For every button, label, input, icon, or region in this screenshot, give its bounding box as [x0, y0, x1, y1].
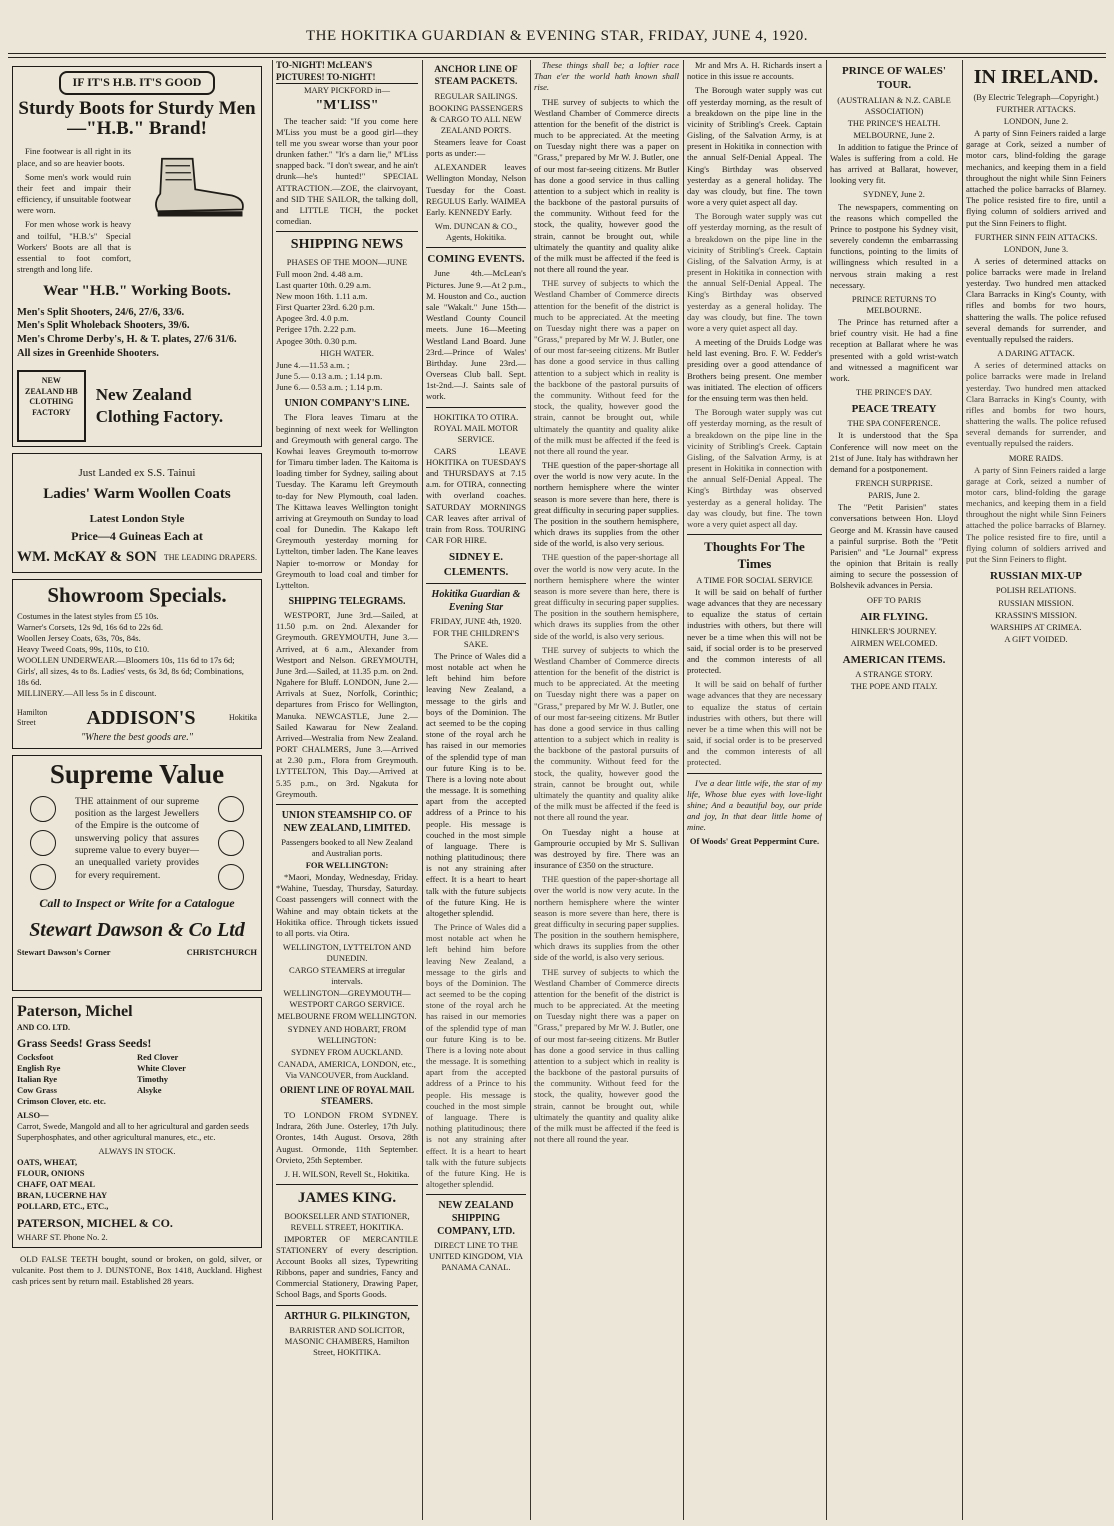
wgc: WELLINGTON—GREYMOUTH—WESTPORT CARGO SERVICE.	[283, 988, 411, 1010]
hb-wear: Wear "H.B." Working Boots.	[43, 283, 231, 300]
pope-italy: THE POPE AND ITALY.	[850, 681, 938, 692]
french-title: FRENCH SURPRISE.	[855, 478, 933, 489]
paterson-wharf: WHARF ST. Phone No. 2.	[17, 1232, 108, 1243]
canada: CANADA, AMERICA, LONDON, etc., Via VANCOUVER, from Auckland.	[278, 1058, 416, 1080]
raids-body: A party of Sinn Feiners raided a large garage at Cork, seized a number of motor cars, blind-folding the garage mechanics, and keeping them in a field throughout the night while Sinn Feiners attached the police barracks of Blarney. The police resisted fire to fire, until a flying column of soldiers arrived and put the Sinn Feiners to flight.	[966, 464, 1106, 564]
cables-column	[830, 60, 958, 1520]
hinkler: HINKLER'S JOURNEY.	[851, 625, 937, 636]
stewart-dawson-ad	[12, 755, 262, 991]
addison-name: ADDISON'S	[86, 706, 196, 729]
hb-logo: IF IT'S H.B. IT'S GOOD	[59, 71, 216, 95]
call-to-inspect: Call to Inspect or Write for a Catalogue	[39, 895, 235, 910]
addison-place: Hamilton Street	[17, 707, 48, 727]
otira-title: HOKITIKA TO OTIRA. ROYAL MAIL MOTOR SERVICE.	[433, 411, 519, 444]
hb-headline: Sturdy Boots for Sturdy Men—"H.B." Brand!	[18, 97, 256, 140]
telegrams-title: SHIPPING TELEGRAMS.	[288, 596, 406, 608]
showroom-title: Showroom Specials.	[47, 582, 227, 607]
local-notes-cont: The Borough water supply was cut off yesterday morning, as the result of a breakdown on the pipe line in the vicinity of Stribling's Creek. Captain Gisling, of the Salvation Army, is at present in Hokitika in connection with the annual Self-Denial Appeal. The King's Birthday was observed yesterday as a general holiday. The day was cloudy, but fine. The town wore a very quiet aspect all day.	[687, 211, 822, 333]
mckay-style: Latest London Style	[89, 513, 185, 526]
cargo: CARGO STEAMERS at irregular intervals.	[289, 965, 405, 987]
seed-item: Crimson Clover, etc. etc.	[17, 1095, 106, 1106]
warships: WARSHIPS AT CRIMEA.	[990, 621, 1082, 632]
usc-sub: Passengers booked to all New Zealand and Australian ports.	[281, 837, 413, 859]
local-notes: The Borough water supply was cut off yesterday morning, as the result of a breakdown on the pipe line in the vicinity of Stribling's Creek. Captain Gisling, of the Salvation Army, is at present in Hokitika in connection with the annual Self-Denial Appeal. The King's Birthday was observed yesterday as a general holiday. The day was cloudy, but fine. The town wore a very quiet aspect all day.	[687, 85, 822, 208]
druids-notice: A meeting of the Druids Lodge was held last evening. Bro. F. W. Fedder's presiding over a good attendance of Brothers being present. One member was initiated. The election of officers for the ensuing term was then held.	[687, 337, 822, 403]
showroom-item: Costumes in the latest styles from £5 10s.	[17, 610, 159, 621]
notes-column	[687, 60, 822, 1520]
strange-story: A STRANGE STORY.	[855, 669, 933, 680]
poem: I've a dear little wife, the star of my life, Whose blue eyes with love-light shine; And a beautiful boy, our pride and joy, In that dear little home of mine.	[687, 777, 822, 833]
paper-date: FRIDAY, JUNE 4th, 1920.	[430, 615, 522, 626]
airmen: AIRMEN WELCOMED.	[850, 637, 938, 648]
supreme-title: Supreme Value	[49, 758, 225, 789]
seed-item: Alsyke	[137, 1084, 162, 1095]
hb-body-3: For men whose work is heavy and toilful, "H.B.'s" Special Workers' Boots are all that is essential to foot comfort, strength and long life.	[17, 219, 131, 275]
moon-row: Last quarter 10th. 0.29 a.m.	[276, 279, 371, 290]
addison-town: Hokitika	[228, 712, 257, 722]
telegrams-body: WESTPORT, June 3rd.—Sailed, at 11.50 p.m. on 2nd. Alexander for Greymouth. GREYMOUTH, June 3.—Arrived, at 6 a.m., Alexander from Westport and Nelson. GREYMOUTH, June 3rd.—Sailed, at 11.35 p.m. on 2nd. Ngahere for Bluff. LONDON, June 2.—Arrivals at Suez, Norfolk, Corinthic; departures from Frisco for Wellington, Manuka. NEWCASTLE, June 2.—Sailed Kawarau for New Zealand. Arrived—Westralia from New Zealand. PORT CHALMERS, June 3.—Arrived at 2.30 p.m., Flora from Greymouth. LYTTELTON, This Day.—Arrived at 5.35 p.m., on 3rd. Ngakuta for Greymouth.	[276, 610, 418, 799]
local-news-column	[534, 60, 679, 1520]
ring-icon	[218, 864, 244, 890]
showroom-item: Warner's Corsets, 12s 9d, 16s 6d to 22s 6d.	[17, 621, 164, 632]
anchor-steamers: Steamers leave for Coast ports as under:—	[426, 136, 526, 159]
paper-shortage-cont-2: THE survey of subjects to which the Westland Chamber of Commerce directs attention for the benefit of the district is much to be appreciated. At the meeting on Tuesday night there was a paper on "Grass," prepared by Mr W. J. Butler, one of our most far-seeing citizens. Mr Butler has done a good service in thus calling attention to a subject which in reality is the backbone of the pastoral pursuits of the community. Without feed for the stock, the quality, however good the strain, cannot be brought out, while ultimately the quantity and quality alike of the milk must be affected if the feed is not there all round the year.	[534, 644, 679, 823]
russian-mission: RUSSIAN MISSION.	[998, 597, 1074, 608]
column-rule	[272, 60, 273, 1520]
prince-returns: PRINCE RETURNS TO MELBOURNE.	[851, 293, 937, 315]
prince-health-body: In addition to fatigue the Prince of Wales is suffering from a cold. He has arrived at Ballarat, however, looking very fit.	[830, 141, 958, 186]
column-rule	[683, 60, 684, 1520]
coming-events-title: COMING EVENTS.	[427, 253, 525, 266]
sydney-auckland: SYDNEY FROM AUCKLAND.	[291, 1046, 403, 1057]
paterson-sub: AND CO. LTD.	[17, 1022, 71, 1032]
stock-item: CHAFF, OAT MEAL	[17, 1179, 96, 1190]
seed-item: White Clover	[137, 1062, 186, 1073]
clements: SIDNEY E. CLEMENTS.	[443, 551, 509, 578]
sydney-hobart: SYDNEY AND HOBART, FROM WELLINGTON:	[287, 1023, 407, 1045]
showroom-item: Heavy Tweed Coats, 99s, 110s, to £10.	[17, 643, 150, 654]
druids-cont: The Borough water supply was cut off yesterday morning, as the result of a breakdown on the pipe line in the vicinity of Stribling's Creek. Captain Gisling, of the Salvation Army, is at present in Hokitika in connection with the annual Self-Denial Appeal. The King's Birthday was observed yesterday as a general holiday. The day was cloudy, but fine. The town wore a very quiet aspect all day.	[687, 407, 822, 529]
thoughts-title: Thoughts For The Times	[704, 539, 805, 571]
column-rule	[962, 60, 963, 1520]
masthead	[0, 0, 1114, 60]
dawson-logo: Stewart Dawson & Co Ltd	[29, 919, 245, 942]
sydney-loc: SYDNEY, June 2.	[863, 189, 925, 200]
mckay-drapers: THE LEADING DRAPERS.	[163, 552, 257, 562]
hb-body-1: Fine footwear is all right in its place, and so are heavier boots.	[17, 146, 131, 168]
also-body: Carrot, Swede, Mangold and all to her agricultural and garden seeds Superphosphates, and other agricultural manures, etc., etc.	[17, 1121, 249, 1143]
spa-body: It is understood that the Spa Conference will now meet on the 21st of June. Italy has withdrawn her demand for a postponement.	[830, 430, 958, 474]
melbourne: MELBOURNE FROM WELLINGTON.	[277, 1011, 417, 1022]
prince-returns-body: The Prince has returned after a brief country visit. He had a fine reception at Ballarat where he was presented with a gold wrist-watch and witnessed a magnificent war work.	[830, 316, 958, 383]
anchor-agent: Wm. DUNCAN & CO., Agents, Hokitika.	[434, 221, 518, 243]
orient-body: TO LONDON FROM SYDNEY. Indrara, 26th June. Osterley, 17th July. Orontes, 14th August. Orsova, 28th August. Ormonde, 11th September. Orvieto, 25th September.	[276, 1110, 418, 1165]
column-rule	[530, 60, 531, 1520]
paris-loc: PARIS, June 2.	[868, 490, 920, 501]
hb-price-1: Men's Split Shooters, 24/6, 27/6, 33/6.	[17, 306, 185, 318]
ireland-title: IN IRELAND.	[973, 66, 1099, 88]
peace-treaty-title: PEACE TREATY	[851, 403, 937, 416]
mckay-ad	[12, 453, 262, 572]
seed-item: Red Clover	[137, 1051, 179, 1062]
mliss-title: "M'LISS"	[315, 98, 379, 114]
masthead-rule-2	[8, 57, 1106, 58]
off-to-paris: OFF TO PARIS	[866, 594, 922, 605]
direct-line: DIRECT LINE TO THE UNITED KINGDOM, VIA PANAMA CANAL.	[428, 1240, 524, 1273]
dawson-city: CHRISTCHURCH	[186, 947, 257, 958]
pilkington-title: ARTHUR G. PILKINGTON,	[284, 1310, 410, 1322]
woods-cure: Of Woods' Great Peppermint Cure.	[689, 836, 820, 847]
pilkington-sub: BARRISTER AND SOLICITOR, MASONIC CHAMBERS, Hamilton Street, HOKITIKA.	[284, 1324, 410, 1357]
russian-title: RUSSIAN MIX-UP	[990, 570, 1082, 583]
showroom-item: Woollen Jersey Coats, 63s, 70s, 84s.	[17, 632, 141, 643]
supreme-body: THE attainment of our supreme position as the largest Jewellers of the Empire is the outcome of unswerving policy that assures supreme value to every buyer—an unequalled variety provides for every requirement.	[75, 796, 199, 881]
paper-shortage-cont: THE question of the paper-shortage all over the world is now very acute. In the northern hemisphere where the winter season is more severe than here, there is great difficulty in securing paper supplies. The position in the southern hemisphere, which draws its supplies from the other side of the world, is also very serious.	[534, 552, 679, 641]
pickford-body: The teacher said: "If you come here M'Liss you must be a good girl—they tell me you swear worse than your poor drunken father." "It's a darn lie," M'Liss snapped back. "I don't swear, and he ain't drunk—he's hunted!" SPECIAL ATTRACTION.—ZOE, the clairvoyant, and SID THE SAILOR, the talking doll, and LITTLE TICH, the pocket comedian.	[276, 115, 418, 227]
editorial-body-cont: The Prince of Wales did a most notable act when he left behind him before leaving New Zealand, a message to the girls and boys of the Dominion. The act seemed to be the coping stone of the royal arch he has raised in our memories of the splendid type of man our future King is to be. There is a loving note about the message. It is something apart from the accepted address of a Prince to his people. His message is couched in the most simple of language. There is nothing platitudinous; there is not any straining after effect. It is a heart to heart talk with the future subjects of the future King. He is altogether splendid.	[426, 922, 526, 1190]
high-water-row: June 5.— 0.13 a.m. ; 1.14 p.m.	[276, 370, 383, 381]
ads-column	[8, 60, 266, 1520]
column-rule	[422, 60, 423, 1520]
showroom-item: WOOLLEN UNDERWEAR.—Bloomers 10s, 11s 6d to 17s 6d; Girls', all sizes, 4s to 8s. Ladies' vests, 6s 3d, 8s 6d; Combinations, 18s 6d.	[17, 654, 244, 687]
masthead-rule	[8, 53, 1106, 54]
stock-item: OATS, WHEAT,	[17, 1157, 78, 1168]
further-body: A party of Sinn Feiners raided a large garage at Cork, seized a number of motor cars, blind-folding the garage mechanics, and keeping them in a field throughout the night while Sinn Feiners attached the police barracks of Blarney. The police resisted fire to fire, until a flying column of soldiers arrived and put the Sinn Feiners to flight.	[966, 128, 1106, 228]
polish-relations: POLISH RELATIONS.	[995, 585, 1077, 596]
sinn-fein: FURTHER SINN FEIN ATTACKS.	[974, 231, 1098, 242]
mckay-price: Price—4 Guineas Each at	[71, 529, 203, 544]
masthead-title: THE HOKITIKA GUARDIAN & EVENING STAR, FRIDAY, JUNE 4, 1920.	[305, 28, 809, 44]
stock-item: POLLARD, ETC., ETC.,	[17, 1201, 109, 1212]
air-flying-title: AIR FLYING.	[860, 610, 928, 623]
nz-shipping-title: NEW ZEALAND SHIPPING COMPANY, LTD.	[437, 1200, 515, 1238]
grass-article-cont: THE survey of subjects to which the Westland Chamber of Commerce directs attention for the benefit of the district is much to be appreciated. At the meeting on Tuesday night there was a paper on "Grass," prepared by Mr W. J. Butler, one of our most far-seeing citizens. Mr Butler has done a good service in thus calling attention to a subject which in reality is the backbone of the pastoral pursuits of the community. Without feed for the stock, the quality, however good the strain, cannot be brought out, while ultimately the quantity and quality alike of the milk must be affected if the feed is not there all round the year.	[534, 278, 679, 456]
james-body: IMPORTER OF MERCANTILE STATIONERY of every description. Account Books all sizes, Typewriting Ribbons, paper and sundries, Fancy and Commercial Stationery, Drawing Paper, School Bags, and Sports Goods.	[276, 1233, 418, 1300]
for-wellington: FOR WELLINGTON:	[305, 860, 389, 871]
london-1: LONDON, June 2.	[1003, 116, 1069, 127]
prince-tour-title: PRINCE OF WALES' TOUR.	[842, 65, 946, 92]
editorial-title: FOR THE CHILDREN'S SAKE.	[432, 627, 520, 649]
sydney-body: The newspapers, commenting on the reasons which compelled the Prince to postpone his Sydney visit, severely condemn the embarrassing functions, pointing to the limits of willingness which resulted in a nervous strain making a rest necessary.	[830, 201, 958, 290]
moon-row: Full moon 2nd. 4.48 a.m.	[276, 268, 363, 279]
agent: J. H. WILSON, Revell St., Hokitika.	[284, 1168, 410, 1179]
anchor-body: ALEXANDER leaves Wellington Monday, Nelson Tuesday for the Coast. REGULUS Early. WAIMEA Early. KENNEDY Early.	[426, 162, 526, 217]
prince-health-loc: MELBOURNE, June 2.	[853, 129, 935, 140]
thoughts-cont: It will be said on behalf of further wage advances that they are necessary to equalize the status of certain industries with others, but there will never be a time when this will not be said, if social order is to be preserved and the common interests of all protected.	[687, 679, 822, 768]
pictures-banner: TO-NIGHT! McLEAN'S PICTURES! TO-NIGHT!	[276, 60, 418, 84]
nz-clothing-logo: NEW ZEALAND HB CLOTHING FACTORY	[17, 370, 86, 442]
moon-row: First Quarter 23rd. 6.20 p.m.	[276, 302, 375, 313]
prince-health: THE PRINCE'S HEALTH.	[847, 117, 941, 128]
james-sub: BOOKSELLER AND STATIONER, REVELL STREET, HOKITIKA.	[284, 1210, 410, 1232]
high-water-row: June 6.— 0.53 a.m. ; 1.14 p.m.	[276, 382, 383, 393]
fire-article: On Tuesday night a house at Gamprourie occupied by Mr S. Sullivan was destroyed by fire. There was an insurance of £350 on the structure.	[534, 826, 679, 871]
boot-illustration	[137, 150, 257, 220]
moon-title: PHASES OF THE MOON—JUNE	[286, 256, 408, 267]
ring-icon	[30, 830, 56, 856]
anchor-title: ANCHOR LINE OF STEAM PACKETS.	[434, 65, 518, 88]
daring-attack: A DARING ATTACK.	[997, 348, 1075, 359]
stock-item: FLOUR, ONIONS	[17, 1168, 85, 1179]
further-attacks: FURTHER ATTACKS.	[996, 104, 1076, 115]
american-items-title: AMERICAN ITEMS.	[842, 654, 946, 666]
ring-icon	[218, 830, 244, 856]
ring-icon	[218, 796, 244, 822]
seed-item: Cow Grass	[17, 1084, 57, 1095]
sinn-body: A series of determined attacks on police barracks were made in Ireland yesterday. Two hundred men attacked Clara Barracks in King's County, with rifles and bombs for two hours, shattering the walls. The police refused several demands for surrender, and eventually repulsed the raiders.	[966, 255, 1106, 344]
usc-body: *Maori, Monday, Wednesday, Friday. *Wahine, Tuesday, Thursday, Saturday. Coast passengers will connect with the Wahine and may obtain tickets at the Hokitika office. Through tickets issued to all ports. via Otira.	[276, 872, 418, 938]
anchor-regular: REGULAR SAILINGS.	[434, 90, 518, 101]
fire-article-cont: THE question of the paper-shortage all over the world is now very acute. In the northern hemisphere where the winter season is more severe than here, there is great difficulty in securing paper supplies. The position in the southern hemisphere, which draws its supplies from the other side of the world, is also very serious.	[534, 874, 679, 963]
pickford-line: MARY PICKFORD in—	[303, 85, 391, 96]
paper-shortage-article: THE question of the paper-shortage all over the world is now very acute. In the northern hemisphere where the winter season is more severe than here, there is great difficulty in securing paper supplies. The position in the southern hemisphere, which draws its supplies from the other side of the world, is also very serious.	[534, 460, 679, 549]
stock-item: BRAN, LUCERNE HAY	[17, 1190, 108, 1201]
prince-day: THE PRINCE'S DAY.	[856, 387, 932, 398]
moon-row: Perigee 17th. 2.22 p.m.	[276, 324, 356, 335]
daring-body: A series of determined attacks on police barracks were made in Ireland yesterday. Two hundred men attacked Clara Barracks in King's County, with rifles and bombs for two hours, shattering the walls. The police refused several demands for surrender, and eventually repulsed the raiders.	[966, 360, 1106, 449]
james-king-title: JAMES KING.	[297, 1190, 397, 1207]
seed-item: Italian Rye	[17, 1073, 58, 1084]
richards-notice: Mr and Mrs A. H. Richards insert a notice in this issue re accounts.	[687, 60, 822, 82]
seed-item: English Rye	[17, 1062, 61, 1073]
also: ALSO—	[17, 1110, 49, 1120]
usc-title: UNION STEAMSHIP CO. OF NEW ZEALAND, LIMITED.	[281, 810, 413, 834]
hb-price-2: Men's Split Wholeback Shooters, 39/6.	[17, 320, 190, 332]
editorial-body: The Prince of Wales did a most notable act when he left behind him before leaving New Zealand, a message to the girls and boys of the Dominion. The act seemed to be the coping stone of the royal arch he has raised in our memories of the splendid type of man our future King is to be. There is a loving note about the message. It is something apart from the accepted address of a Prince to his people. His message is couched in the most simple of language. There is nothing platitudinous; there is not any straining after effect. It is a heart to heart talk with the future subjects of the future King. He is altogether splendid.	[426, 650, 526, 918]
moon-row: New moon 16th. 1.11 a.m.	[276, 290, 368, 301]
nz-clothing-text: New Zealand Clothing Factory.	[95, 385, 224, 427]
shipping-column	[276, 60, 418, 1520]
mckay-name: WM. McKAY & SON	[17, 549, 157, 566]
ireland-by: (By Electric Telegraph—Copyright.)	[973, 92, 1099, 102]
events-column	[426, 60, 526, 1520]
hb-body-2: Some men's work would ruin their feet and impair their efficiency, if unsuitable footwear were worn.	[17, 171, 131, 216]
krassin: KRASSIN'S MISSION.	[995, 609, 1077, 620]
otira-body: CARS LEAVE HOKITIKA on TUESDAYS and THURSDAYS at 7.15 a.m. for OTIRA, connecting with overland coaches. SATURDAY MORNINGS CAR leaves after arrival of train from Ross. TOURING CAR FOR HIRE.	[426, 445, 526, 546]
hb-price-4: All sizes in Greenhide Shooters.	[17, 347, 159, 359]
addison-ad	[12, 579, 262, 749]
moon-row: Apogee 30th. 0.30 p.m.	[276, 335, 357, 346]
thoughts-body: It will be said on behalf of further wage advances that they are necessary to equalize the status of certain industries with others, but there will never be a time when this will not be said, if social order is to be preserved and the common interests of all protected.	[687, 586, 822, 676]
column-rule	[826, 60, 827, 1520]
paterson-ad	[12, 997, 262, 1248]
union-title: UNION COMPANY'S LINE.	[284, 398, 410, 410]
ring-icon	[30, 864, 56, 890]
seed-item: Cocksfoot	[17, 1051, 54, 1062]
union-body: The Flora leaves Timaru at the beginning of next week for Wellington and Greymouth with general cargo. The Kowhai leaves Greymouth to-morrow for Timaru timber laden. The Kaitoma is loading timber for Sydney, sailing about Tuesday. The Karamu left Greymouth to-day for New Plymouth, coal laden. The Kittawa leaves Wellington tonight arriving at Greymouth on Sunday to load coal for Dunedin. The Kakapo left Greymouth yesterday morning for Lyttelton, timber laden. The Kane leaves Napier to-morrow or Monday for Greymouth to load coal and timber for Lyttelton.	[276, 412, 418, 590]
spa-title: THE SPA CONFERENCE.	[847, 418, 941, 429]
hb-boots-ad	[12, 66, 262, 447]
grass-title: Grass Seeds! Grass Seeds!	[17, 1036, 152, 1051]
high-water-title: HIGH WATER.	[320, 347, 374, 358]
intro-verse: These things shall be; a loftier race Than e'er the world hath known shall rise.	[534, 60, 679, 93]
paterson-name: Paterson, Michel	[17, 1002, 133, 1020]
moon-row: Apogee 3rd. 4.0 p.m.	[276, 313, 349, 324]
ireland-column	[966, 60, 1106, 1520]
french-body: The "Petit Parisien" states conversations between Hon. Lloyd George and M. Krassin have caused a painful surprise. Both the "Petit Parisien" and "Le Journal" express the opinion that Britain is really aiming to secure the possession of Bolshevik advances in Persia.	[830, 502, 958, 591]
high-water-row: June 4.—11.53 a.m. ;	[276, 359, 350, 370]
hb-price-3: Men's Chrome Derby's, H. & T. plates, 27/6 31/6.	[17, 334, 237, 346]
mckay-landed: Just Landed ex S.S. Tainui	[78, 467, 196, 480]
coming-events-body: June 4th.—McLean's Pictures. June 9.—At 2 p.m., M. Houston and Co., auction sale "Wakalt." June 15th—Westland County Council meets. June 16—Meeting Westland Land Board. June 23rd.—Prince of Wales' Birthday. June 23rd.—Overseas Club ball. Sept. 1st-2nd.—J. Saints sale of work.	[426, 268, 526, 402]
fire-article-cont-2: THE survey of subjects to which the Westland Chamber of Commerce directs attention for the benefit of the district is much to be appreciated. At the meeting on Tuesday night there was a paper on "Grass," prepared by Mr W. J. Butler, one of our most far-seeing citizens. Mr Butler has done a good service in thus calling attention to a subject which in reality is the backbone of the pastoral pursuits of the community. Without feed for the stock, the quality, however good the strain, cannot be brought out, while ultimately the quantity and quality alike of the milk must be affected if the feed is not there all round the year.	[534, 966, 679, 1145]
wlg-dunedin: WELLINGTON, LYTTELTON AND DUNEDIN.	[282, 942, 412, 964]
dawson-corner: Stewart Dawson's Corner	[17, 947, 111, 958]
showroom-item: MILLINERY.—All less 5s in £ discount.	[17, 687, 157, 698]
paterson-footer: PATERSON, MICHEL & CO.	[17, 1216, 173, 1231]
more-raids: MORE RAIDS.	[1008, 452, 1064, 463]
false-teeth-ad: OLD FALSE TEETH bought, sound or broken, on gold, silver, or vulcanite. Post them to J. DUNSTONE, Box 1418, Auckland. Highest cash prices sent by return mail. Established 28 years.	[12, 1254, 262, 1287]
gift-voided: A GIFT VOIDED.	[1004, 633, 1068, 644]
addison-slogan: "Where the best goods are."	[81, 731, 193, 743]
london-2: LONDON, June 3.	[1003, 243, 1069, 254]
always-in-stock: ALWAYS IN STOCK.	[98, 1146, 176, 1157]
ring-icon	[30, 796, 56, 822]
shipping-news-title: SHIPPING NEWS	[290, 237, 404, 253]
orient-title: ORIENT LINE OF ROYAL MAIL STEAMERS.	[279, 1084, 415, 1107]
seed-item: Timothy	[137, 1073, 169, 1084]
paper-title: Hokitika Guardian & Evening Star	[431, 588, 521, 613]
anchor-booking: BOOKING PASSENGERS & CARGO TO ALL NEW ZEALAND PORTS.	[429, 102, 523, 135]
prince-assoc: (AUSTRALIAN & N.Z. CABLE ASSOCIATION)	[837, 94, 951, 116]
grass-article: THE survey of subjects to which the Westland Chamber of Commerce directs attention for the benefit of the district is much to be appreciated. At the meeting on Tuesday night there was a paper on "Grass," prepared by Mr W. J. Butler, one of our most far-seeing citizens. Mr Butler has done a good service in thus calling attention to a subject which in reality is the backbone of the pastoral pursuits of the community. Without feed for the stock, the quality, however good the strain, cannot be brought out, while ultimately the quantity and quality alike of the milk must be affected if the feed is not there all round the year.	[534, 96, 679, 275]
thoughts-sub: A TIME FOR SOCIAL SERVICE	[696, 574, 813, 585]
mckay-coats: Ladies' Warm Woollen Coats	[43, 485, 231, 502]
